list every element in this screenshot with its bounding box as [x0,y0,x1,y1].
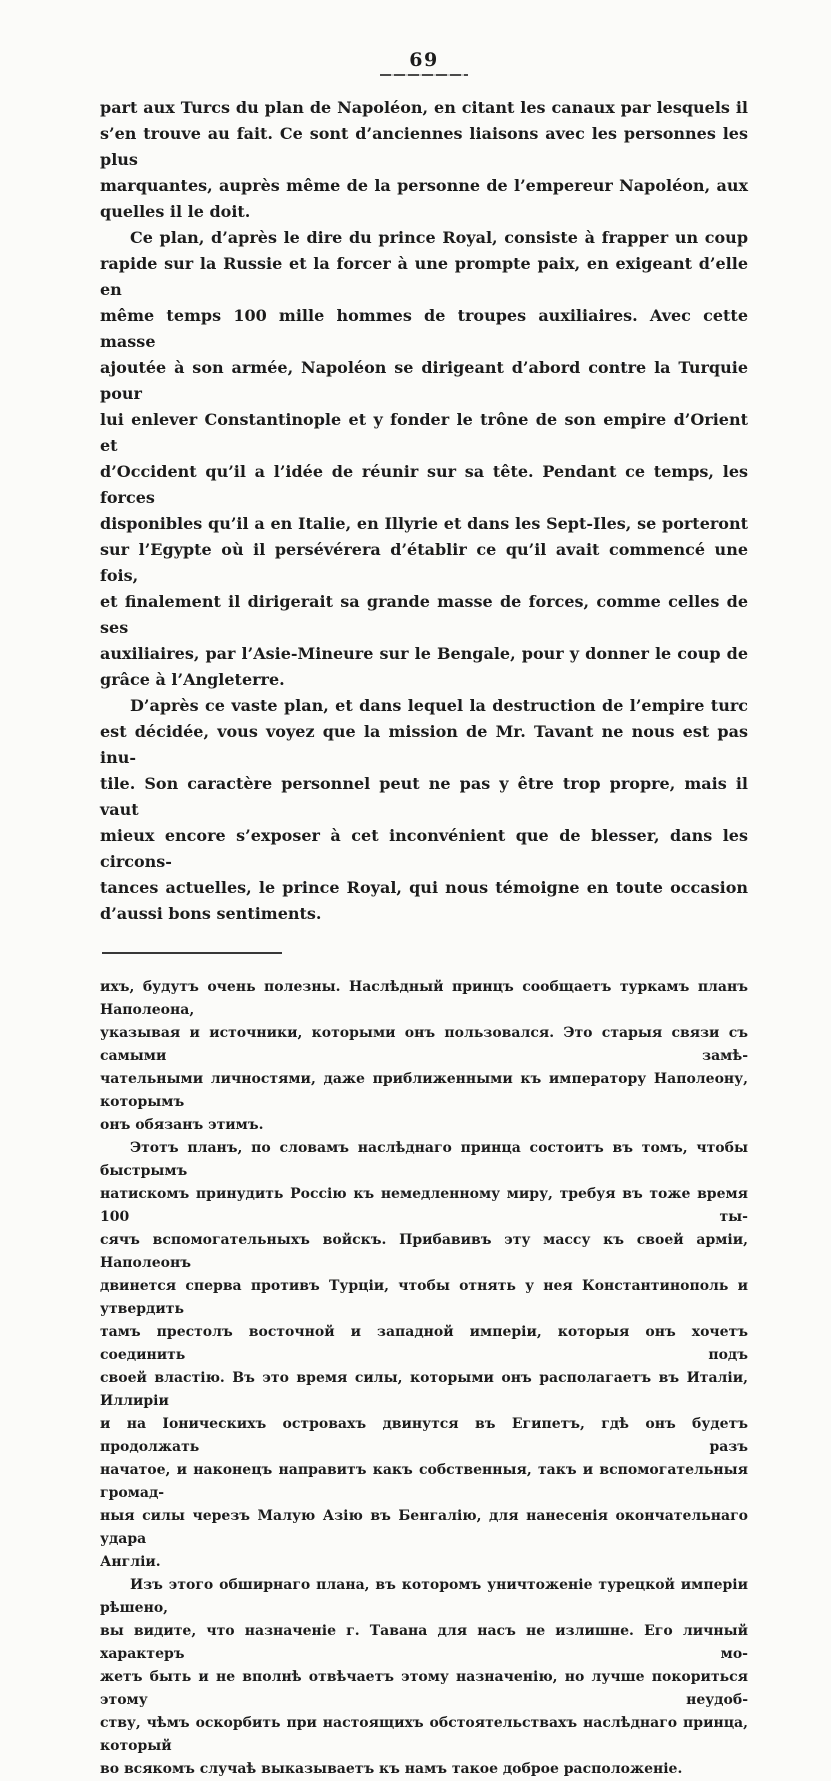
french-paragraph-1 [100,95,748,225]
text-line: sur l’Egypte où il persévérera d’établir ce qu’il avait commencé une fois, [100,540,748,585]
text-line: auxiliaires, par l’Asie-Mineure sur le Bengale, pour y donner le coup de [100,644,748,663]
text-line: ству, чѣмъ оскорбить при настоящихъ обстоятельствахъ наслѣднаго принца, который [100,1715,748,1754]
text-line: rapide sur la Russie et la forcer à une prompte paix, en exigeant d’elle en [100,254,748,299]
text-line: сячъ вспомогательныхъ войскъ. Прибавивъ эту массу къ своей арміи, Наполеонъ [100,1232,748,1271]
text-line: tile. Son caractère personnel peut ne pas y être trop propre, mais il vaut [100,774,748,819]
text-line: lui enlever Constantinople et y fonder le trône de son empire d’Orient et [100,410,748,455]
text-line: Ce plan, d’après le dire du prince Royal, consiste à frapper un coup [130,228,748,247]
text-line: part aux Turcs du plan de Napoléon, en citant les canaux par lesquels il [100,98,748,117]
text-line: Англіи. [100,1554,161,1570]
text-line: même temps 100 mille hommes de troupes auxiliaires. Avec cette masse [100,306,748,351]
text-line: ихъ, будутъ очень полезны. Наслѣдный принцъ сообщаетъ туркамъ планъ Наполеона, [100,979,748,1018]
text-line: marquantes, auprès même de la personne de l’empereur Napoléon, aux [100,176,748,195]
text-line: натискомъ принудить Россію къ немедленному миру, требуя въ тоже время 100 ты- [100,1186,748,1225]
text-line: tances actuelles, le prince Royal, qui nous témoigne en toute occasion [100,878,748,897]
french-paragraph-2 [100,225,748,693]
text-line: et finalement il dirigerait sa grande masse de forces, comme celles de ses [100,592,748,637]
section-divider-rule [102,952,282,954]
text-line: grâce à l’Angleterre. [100,670,285,689]
text-line: жетъ быть и не вполнѣ отвѣчаетъ этому назначенію, но лучше покориться этому неудоб- [100,1669,748,1708]
text-line: s’en trouve au fait. Ce sont d’anciennes liaisons avec les personnes les plus [100,124,748,169]
text-line: и на Іоническихъ островахъ двинутся въ Египетъ, гдѣ онъ будетъ продолжать разъ [100,1416,748,1455]
text-line: ныя силы черезъ Малую Азію въ Бенгалію, для нанесенія окончательнаго удара [100,1508,748,1547]
text-line: est décidée, vous voyez que la mission de Mr. Tavant ne nous est pas inu- [100,722,748,767]
french-paragraph-3 [100,693,748,927]
page-number-rule [380,74,468,76]
text-line: d’Occident qu’il a l’idée de réunir sur sa tête. Pendant ce temps, les forces [100,462,748,507]
text-line: d’aussi bons sentiments. [100,904,322,923]
page-header [100,50,748,76]
text-line: своей властію. Въ это время силы, которыми онъ располагаетъ въ Италіи, Иллиріи [100,1370,748,1409]
text-line: двинется сперва противъ Турціи, чтобы отнять у нея Константинополь и утвердить [100,1278,748,1317]
text-line: mieux encore s’exposer à cet inconvénient que de blesser, dans les circons- [100,826,748,871]
text-line: тамъ престолъ восточной и западной имперіи, которыя онъ хочетъ соединить подъ [100,1324,748,1363]
text-line: disponibles qu’il a en Italie, en Illyrie et dans les Sept-Iles, se porteront [100,514,748,533]
text-line: во всякомъ случаѣ выказываетъ къ намъ такое доброе расположеніе. [100,1761,683,1777]
russian-paragraph-1 [100,976,748,1137]
text-line: quelles il le doit. [100,202,251,221]
text-line: ajoutée à son armée, Napoléon se dirigeant d’abord contre la Turquie pour [100,358,748,403]
text-line: Этотъ планъ, по словамъ наслѣднаго принца состоитъ въ томъ, чтобы быстрымъ [100,1140,748,1179]
page-number: 69 [409,49,439,71]
russian-paragraph-2 [100,1137,748,1574]
text-line: онъ обязанъ этимъ. [100,1117,264,1133]
french-text-section [100,95,748,927]
text-line: начатое, и наконецъ направитъ какъ собственныя, такъ и вспомогательныя громад- [100,1462,748,1501]
russian-paragraph-3 [100,1574,748,1781]
text-line: Изъ этого обширнаго плана, въ которомъ уничтоженіе турецкой имперіи рѣшено, [100,1577,748,1616]
text-line: D’après ce vaste plan, et dans lequel la destruction de l’empire turc [130,696,748,715]
russian-text-section [100,976,748,1781]
text-line: чательными личностями, даже приближенными къ императору Наполеону, которымъ [100,1071,748,1110]
page-content [100,0,748,1781]
text-line: вы видите, что назначеніе г. Тавана для насъ не излишне. Его личный характеръ мо- [100,1623,748,1662]
text-line: указывая и источники, которыми онъ пользовался. Это старыя связи съ самыми замѣ- [100,1025,748,1064]
